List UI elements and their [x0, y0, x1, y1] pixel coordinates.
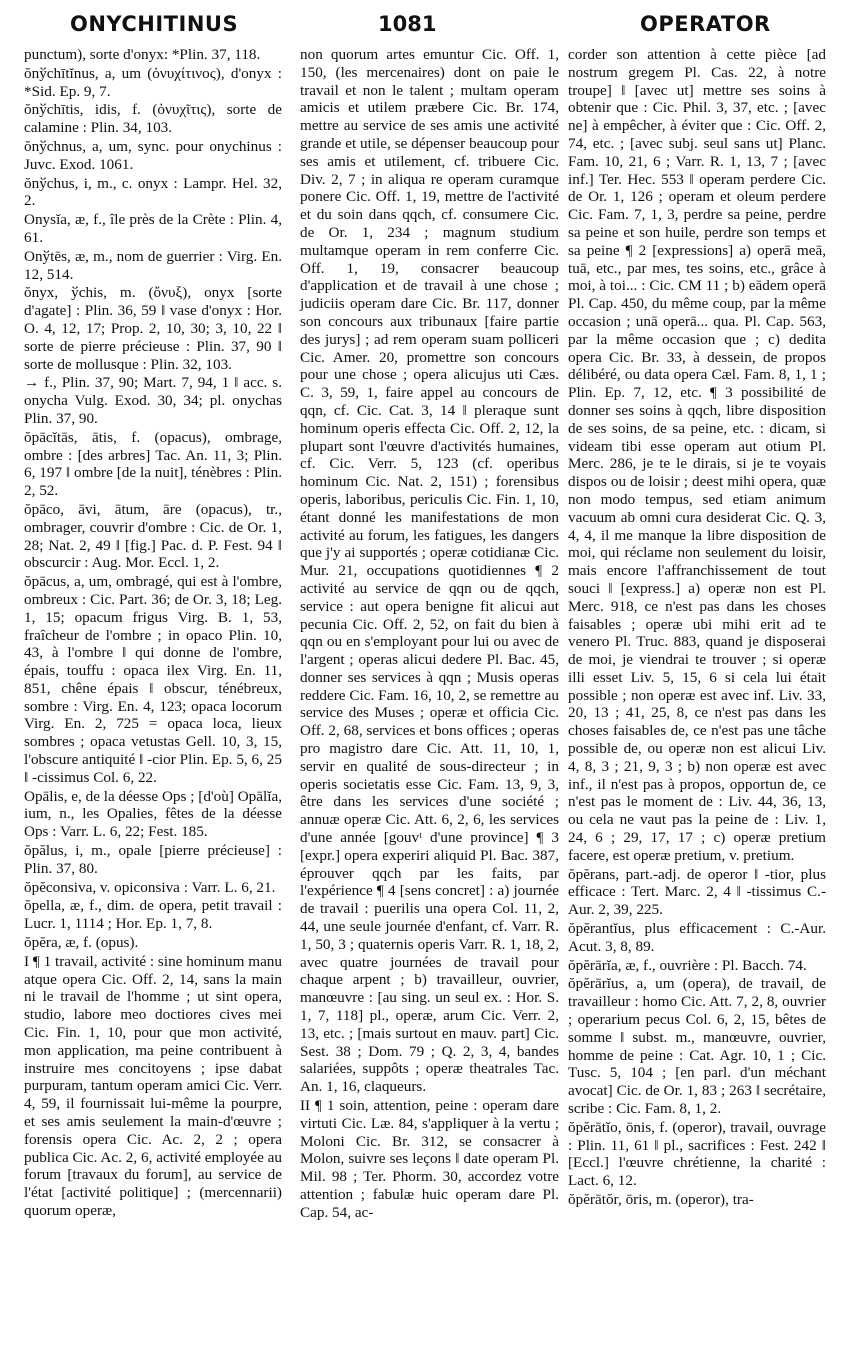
dictionary-entry: I ¶ 1 travail, activité : sine hominum manu atque opera Cic. Off. 2, 14, sans la main ni le travail de l'homme ; ut sint opera, studio, labore meo doctiores cives mei Cic. Fin. 1, 10, pour que mon activité, mon application, ma peine contribuent à instruire mes concitoyens ; ipse dabat purpuram, tantum operam amici Cic. Verr. 4, 59, il fournissait lui-même la pourpre, et ses amis seulement la main-d'œuvre ; forensis opera Cic. Ac. 2, 2 ; opera publica Cic. Ac. 2, 6, activité employée au forum [travaux du forum], au service de l'état [activité politique] ; (mercennarii) quorum operæ,	[24, 952, 282, 1219]
page-number: 1081	[378, 12, 437, 36]
column-3	[568, 46, 826, 1210]
dictionary-entry: ŏnўchītis, idis, f. (ὀνυχῖτις), sorte de calamine : Plin. 34, 103.	[24, 101, 282, 137]
dictionary-entry: ŏnўchus, i, m., c. onyx : Lampr. Hel. 32, 2.	[24, 174, 282, 210]
running-head-right: OPERATOR	[640, 12, 771, 36]
dictionary-entry: ŏpĕra, æ, f. (opus).	[24, 934, 139, 952]
dictionary-entry: ŏnўchītĭnus, a, um (ὀνυχίτινος), d'onyx : *Sid. Ep. 9, 7.	[24, 64, 282, 100]
dictionary-entry: ŏpācus, a, um, ombragé, qui est à l'ombre, ombreux : Cic. Part. 36; de Or. 3, 18; Leg. 1, 15; opacum frigus Virg. B. 1, 53, fraîcheur de l'ombre ; in opaco Plin. 10, 43, à l'ombre ‖ qui donne de l'ombre, épais, touffu : opaca ilex Virg. En. 11, 851, chêne épais ‖ obscur, ténébreux, sombre : Virg. En. 4, 123; opaca locorum Virg. En. 2, 725 = opaca loca, lieux sombres ; opaca vetustas Gell. 10, 3, 15, l'obscure antiquité ‖ -cior Plin. Ep. 5, 6, 25 ‖ -cissimus Col. 6, 22.	[24, 573, 282, 786]
dictionary-entry: ŏpĕrārĭus, a, um (opera), de travail, de travailleur : homo Cic. Att. 7, 2, 8, ouvrier ; operarium pecus Col. 6, 2, 15, bêtes de somme ‖ subst. m., manœuvre, ouvrier, homme de peine : Cat. Agr. 10, 1 ; Cic. Tusc. 5, 104 ; [en parl. d'un méchant avocat] Cic. de Or. 1, 83 ; 263 ‖ secrétaire, scribe : Cic. Fam. 8, 1, 2.	[568, 975, 826, 1118]
dictionary-entry: Opālis, e, de la déesse Ops ; [d'où] Opālĭa, ium, n., les Opalies, fêtes de la déesse Ops : Varr. L. 6, 22; Fest. 185.	[24, 787, 282, 841]
column-2	[300, 46, 559, 1223]
dictionary-entry: ŏpĕrātŏr, ōris, m. (operor), tra-	[568, 1191, 754, 1208]
dictionary-entry: ŏpălus, i, m., opale [pierre précieuse] : Plin. 37, 80.	[24, 842, 282, 877]
dictionary-entry: ŏpāco, āvi, ātum, āre (opacus), tr., ombrager, couvrir d'ombre : Cic. de Or. 1, 28; Nat. 2, 49 ‖ [fig.] Pac. d. P. Fest. 94 ‖ obscurcir : Aug. Mor. Eccl. 1, 2.	[24, 500, 282, 572]
dictionary-entry: Onysĭa, æ, f., île près de la Crète : Plin. 4, 61.	[24, 211, 282, 246]
dictionary-entry: ŏpĕconsiva, v. opiconsiva : Varr. L. 6, 21.	[24, 878, 276, 896]
dictionary-entry: punctum), sorte d'onyx: *Plin. 37, 118.	[24, 46, 261, 63]
dictionary-entry: ŏpella, æ, f., dim. de opera, petit travail : Lucr. 1, 1114 ; Hor. Ep. 1, 7, 8.	[24, 897, 282, 933]
dictionary-entry: ŏpĕrārĭa, æ, f., ouvrière : Pl. Bacch. 74.	[568, 956, 807, 974]
dictionary-entry: non quorum artes emuntur Cic. Off. 1, 150, (les mercenaires) dont on paie le travail et non le talent ; multam operam amicis et utilem præbere Cic. Br. 174, mettre au service de ses amis une activité grande et utile, se dépenser beaucoup pour ses amis et utilement, cf. tribuere Cic. Div. 2, 7 ; in aliqua re operam curamque ponere Cic. Off. 1, 19, mettre de l'activité et du soin dans qqch, cf. consumere Cic. de Or. 1, 234 ; magnum studium multamque operam in rem conferre Cic. Off. 1, 19, consacrer beaucoup d'application et de travail à une chose ; judiciis operam dare Cic. Br. 117, donner son concours aux tribunaux [faire partie des jurys] ; ad rem operam suam polliceri Cic. Amer. 20, promettre son concours pour une chose ; opera alicujus uti Cæs. C. 3, 59, 1, faire appel au concours de qqn, cf. Cic. Cat. 3, 14 ‖ pleraque sunt hominum operis effecta Cic. Off. 2, 12, la plupart sont l'œuvre d'activités humaines, cf. Cic. Verr. 5, 123 (cf. operibus hominum Cic. Nat. 2, 151) ; forensibus operis, laboribus, periculis Cic. Fin. 1, 10, étant donné les manifestations de mon activité au forum, les fatigues, les dangers que j'y ai supportés ; operæ cotidianæ Cic. Mur. 21, occupations quotidiennes ¶ 2 activité au service de qqn ou de qqch, service : aut opera benigne fit alicui aut pecunia Cic. Off. 2, 52, on fait du bien à qqn ou en s'employant pour lui ou avec de l'argent ; operas alicui dedere Pl. Bac. 45, donner ses services à qqn ; Musis operas reddere Cic. Fam. 16, 10, 2, se remettre au service des Muses ; operæ et officia Cic. Off. 2, 68, services et bons offices ; operas pro magistro dare Cic. Att. 11, 10, 1, servir en qualité de sous-directeur ; in operis societatis esse Cic. Fam. 13, 9, 3, être dans les services d'une société ; annuæ operæ Cic. Att. 6, 2, 6, les services d'une année [gouvᵗ d'une province] ¶ 3 [expr.] opera experiri aliquid Pl. Bac. 387, éprouver qqch par les faits, par l'expérience ¶ 4 [sens concret] : a) journée de travail : puerilis una opera Col. 11, 2, 44, une seule journée d'enfant, cf. Varr. R. 1, 50, 3 ; quaternis operis Varr. R. 1, 18, 2, avec quatre journées de travail pour chaque arpent ; b) travailleur, ouvrier, manœuvre : [au sing. un seul ex. : Hor. S. 1, 7, 118] pl., operæ, arum Cic. Verr. 2, 13, etc. ; [mais surtout en mauv. part] Cic. Sest. 38 ; Dom. 79 ; Q. 2, 3, 4, bandes salariées, suppôts ; operæ theatrales Tac. An. 1, 16, claqueurs.	[300, 46, 559, 1096]
page-header	[0, 6, 846, 36]
dictionary-entry: II ¶ 1 soin, attention, peine : operam dare virtuti Cic. Læ. 84, s'appliquer à la vertu ; Moloni Cic. Br. 312, se consacrer à Molon, suivre ses leçons ‖ date operam Pl. Mil. 98 ; Ter. Phorm. 30, accordez votre attention ; fabulæ huic operam dare Pl. Cap. 54, ac-	[300, 1097, 559, 1221]
dictionary-entry: corder son attention à cette pièce [ad nostrum gregem Pl. Cas. 22, à notre troupe] ‖ [avec ut] mettre ses soins à obtenir que : Cic. Phil. 3, 37, etc. ; [avec ne] à empêcher, à éviter que : Cic. Off. 2, 74, etc. ; [avec subj. seul sans ut] Planc. Fam. 10, 21, 6 ; Varr. R. 1, 13, 7 ; [avec inf.] Ter. Hec. 553 ‖ operam perdere Cic. de Or. 1, 126 ; operam et oleum perdere Cic. Fam. 7, 1, 3, perdre sa peine, perdre sa peine et son huile, perdre son temps et sa peine ¶ 2 [expressions] a) operā meā, tuā, etc., par mes, tes soins, etc., grâce à moi, à toi... : Cic. CM 11 ; b) eādem operā Pl. Cap. 450, du même coup, par la même occasion ; unā operā... qua. Pl. Cap. 563, par la même occasion que ; c) dedita opera Cic. Br. 33, à dessein, de propos délibéré, ou data opera Cæl. Fam. 8, 1, 1 ; Plin. Ep. 7, 12, etc. ¶ 3 possibilité de donner ses soins à qqch, libre disposition de ses soins, de sa peine, etc. : dicam, si videam tibi esse operam aut otium Pl. Merc. 286, je te le dirais, si je te voyais dispos ou de loisir ; deest mihi opera, quæ non modo tempus, sed etiam animum vacuum ab omni cura desiderat Cic. Q. 3, 4, 4, il me manque la libre disposition de moi, qui réclame non seulement du loisir, mais encore l'affranchissement de tout souci ‖ [express.] a) operæ non est Pl. Merc. 918, ce n'est pas dans les choses faisables ; operæ ubi mihi erit ad te venero Pl. Truc. 883, quand je disposerai de moi, je viendrai te trouver ; si operæ illi esset Liv. 5, 15, 6 si cela lui était possible ; non operæ est avec inf. Liv. 33, 20, 13 ; 41, 25, 8, ce n'est pas dans les choses faisables de, ce n'est pas une tâche possible de, ou operæ non est alicui Liv. 4, 8, 3 ; 21, 9, 3 ; b) non operæ est avec inf., il n'est pas à propos, opportun de, ce n'est pas le moment de : Liv. 44, 36, 13, ou cela ne vaut pas la peine de : Liv. 1, 24, 6 ; 29, 17, 17 ; c) operæ pretium facere, est operæ pretium, v. pretium.	[568, 46, 826, 864]
column-1	[24, 46, 282, 1221]
dictionary-entry: ŏnyx, ўchis, m. (ὄνυξ), onyx [sorte d'agate] : Plin. 36, 59 ‖ vase d'onyx : Hor. O. 4, 12, 17; Prop. 2, 10, 30; 3, 10, 22 ‖ sorte de pierre précieuse : Plin. 37, 90 ‖ sorte de mollusque : Plin. 32, 103.	[24, 284, 282, 373]
dictionary-entry: → f., Plin. 37, 90; Mart. 7, 94, 1 ‖ acc. s. onycha Vulg. Exod. 30, 34; pl. onychas Plin. 37, 90.	[24, 374, 282, 427]
dictionary-entry: ŏpācĭtās, ātis, f. (opacus), ombrage, ombre : [des arbres] Tac. An. 11, 3; Plin. 6, 197 ‖ ombre [de la nuit], ténèbres : Plin. 2, 52.	[24, 428, 282, 500]
dictionary-entry: ŏpĕrantĭus, plus efficacement : C.-Aur. Acut. 3, 8, 89.	[568, 920, 826, 955]
dictionary-columns	[0, 46, 846, 1346]
dictionary-entry: Onўtēs, æ, m., nom de guerrier : Virg. En. 12, 514.	[24, 247, 282, 283]
dictionary-entry: ŏnўchnus, a, um, sync. pour onychinus : Juvc. Exod. 1061.	[24, 137, 282, 173]
running-head-left: ONYCHITINUS	[70, 12, 239, 36]
dictionary-entry: ŏpĕrans, part.-adj. de operor ‖ -tior, plus efficace : Tert. Marc. 2, 4 ‖ -tissimus C.-Aur. 2, 39, 225.	[568, 865, 826, 919]
dictionary-entry: ŏpĕrātĭo, ōnis, f. (operor), travail, ouvrage : Plin. 11, 61 ‖ pl., sacrifices : Fest. 242 ‖ [Eccl.] l'œuvre chrétienne, la charité : Lact. 6, 12.	[568, 1118, 826, 1190]
